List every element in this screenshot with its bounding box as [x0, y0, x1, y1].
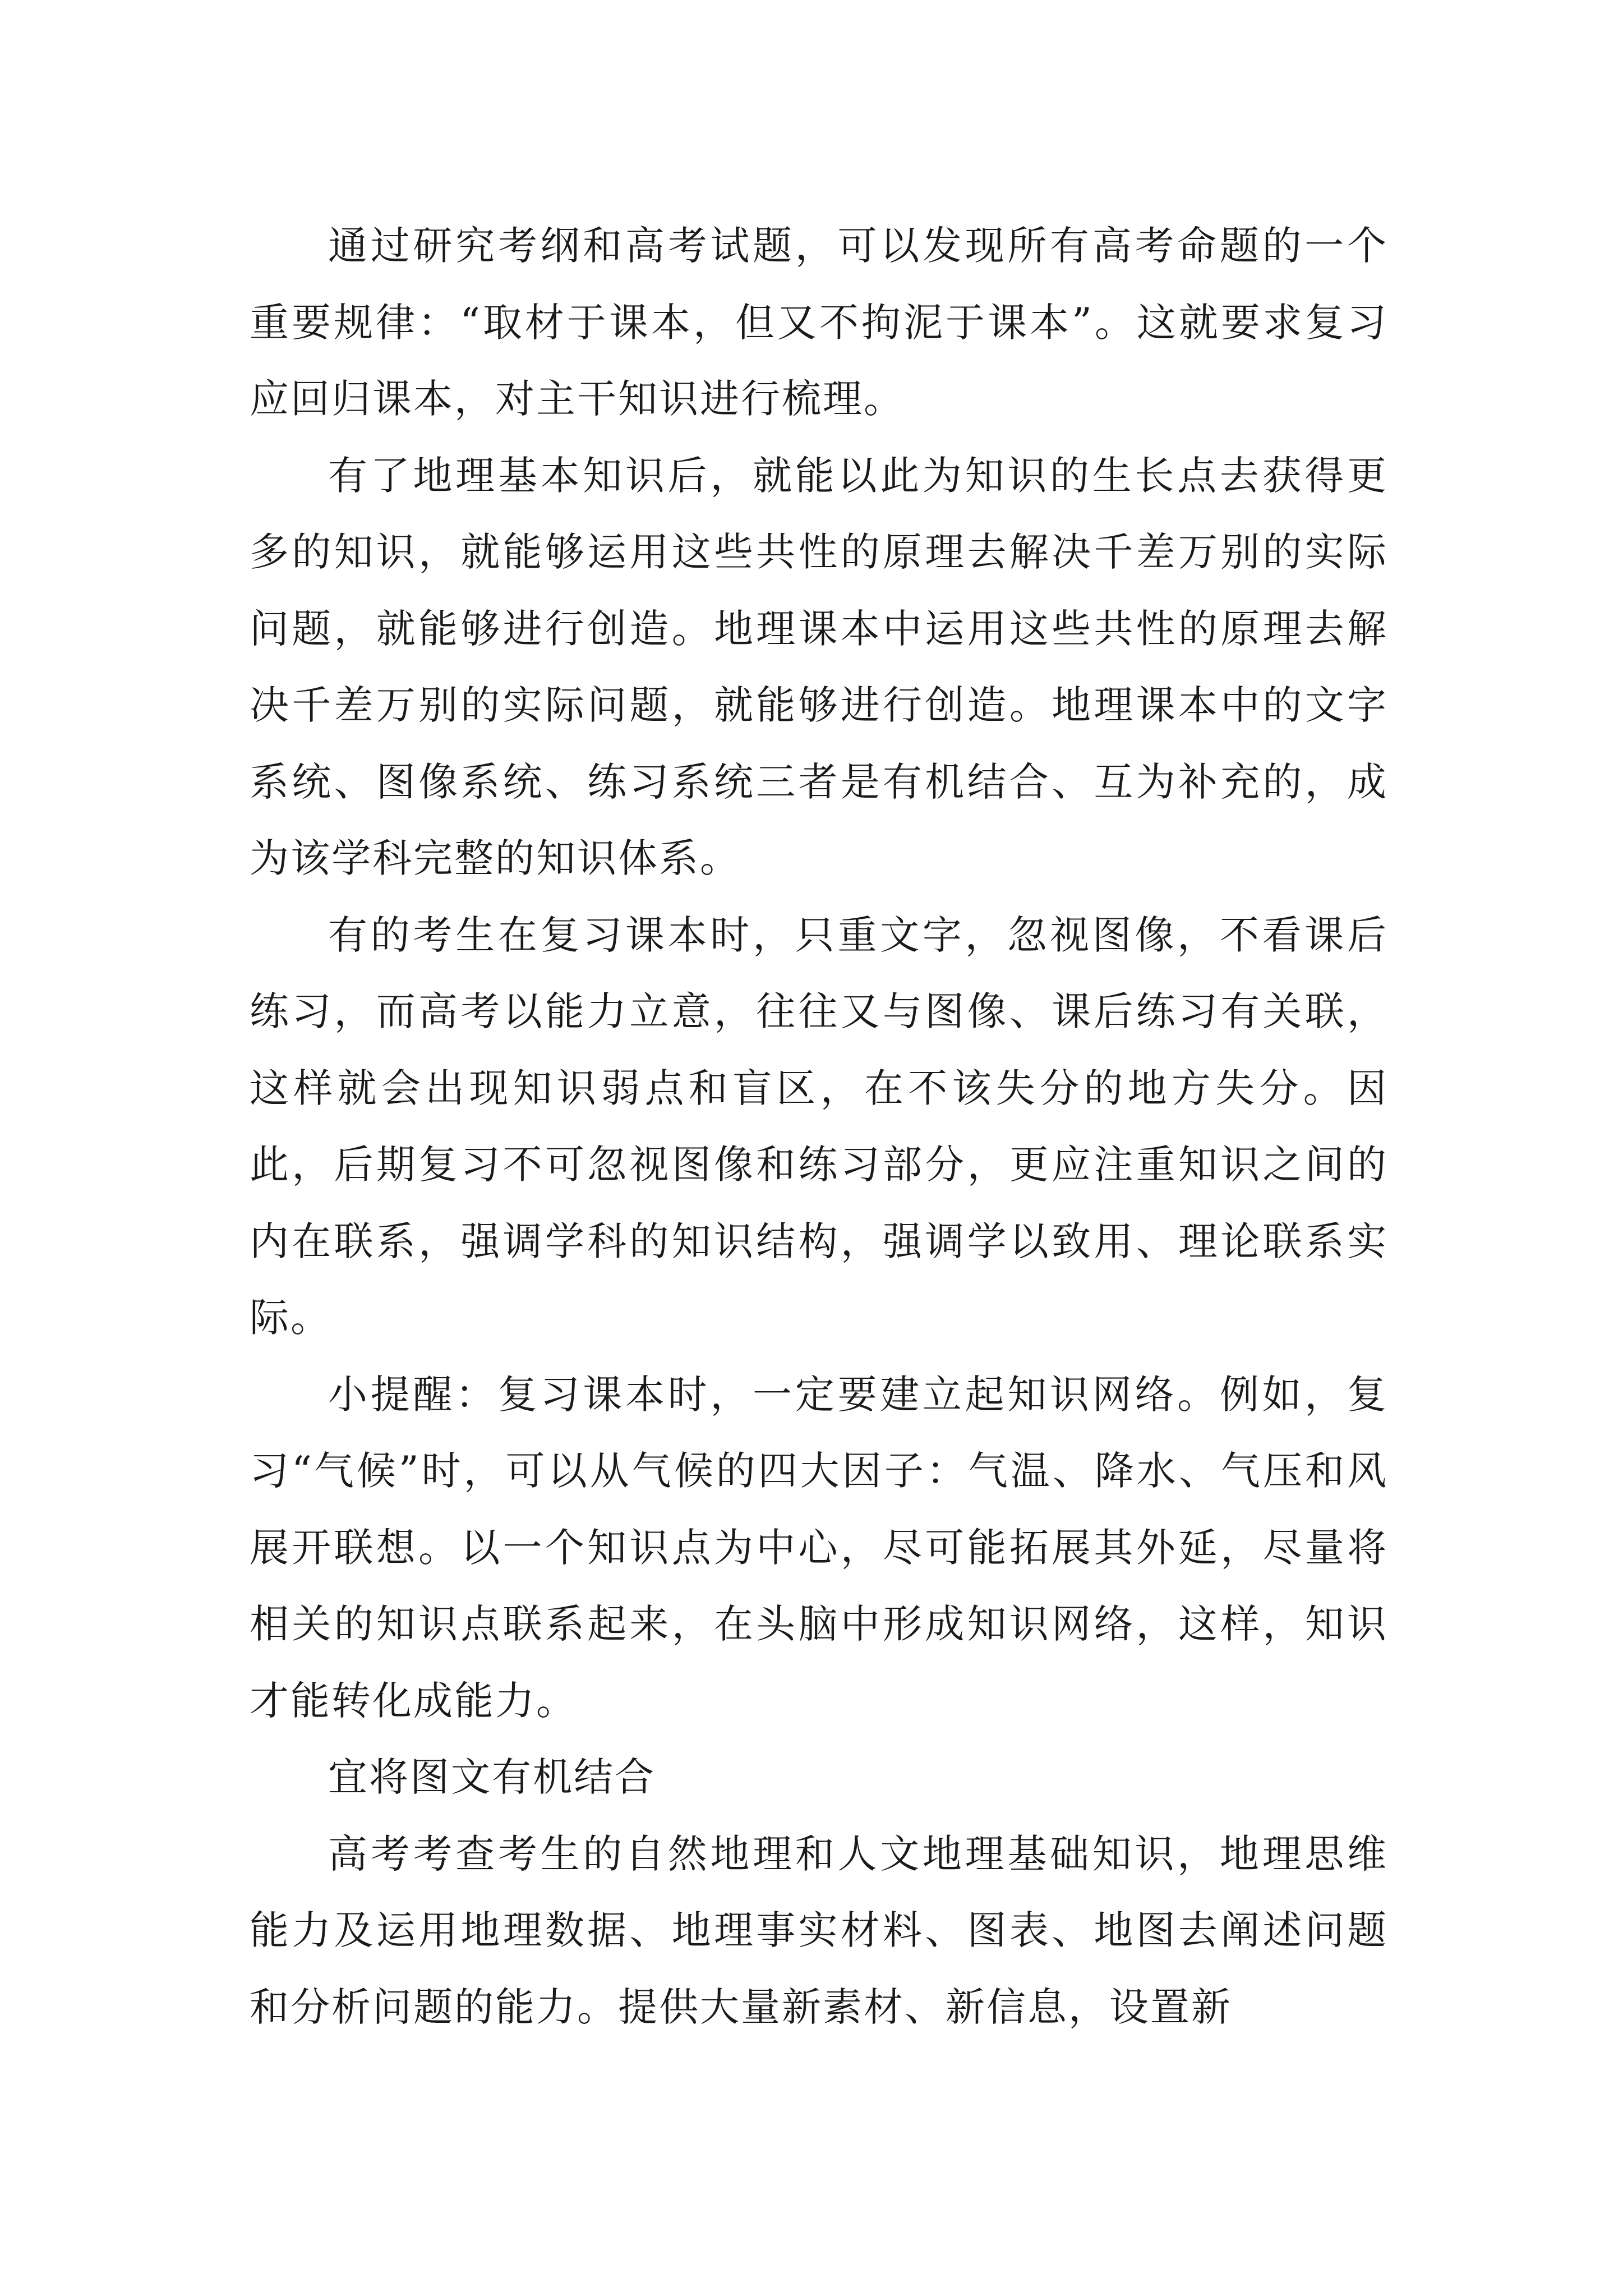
- paragraph-3: 有的考生在复习课本时，只重文字，忽视图像，不看课后练习，而高考以能力立意，往往又与图像、课后练习有关联，这样就会出现知识弱点和盲区，在不该失分的地方失分。因此，后期复习不可忽视图像和练习部分，更应注重知识之间的内在联系，强调学科的知识结构，强调学以致用、理论联系实际。: [250, 912, 1388, 1341]
- document-body: [250, 208, 1388, 2045]
- paragraph-2: 有了地理基本知识后，就能以此为知识的生长点去获得更多的知识，就能够运用这些共性的原理去解决千差万别的实际问题，就能够进行创造。地理课本中运用这些共性的原理去解决千差万别的实际问题，就能够进行创造。地理课本中的文字系统、图像系统、练习系统三者是有机结合、互为补充的，成为该学科完整的知识体系。: [250, 452, 1388, 881]
- section-heading: 宜将图文有机结合: [328, 1754, 656, 1800]
- paragraph-1: 通过研究考纲和高考试题，可以发现所有高考命题的一个重要规律：“取材于课本，但又不拘泥于课本”。这就要求复习应回归课本，对主干知识进行梳理。: [250, 223, 1388, 422]
- paragraph-4: 小提醒：复习课本时，一定要建立起知识网络。例如，复习“气候”时，可以从气候的四大因子：气温、降水、气压和风展开联想。以一个知识点为中心，尽可能拓展其外延，尽量将相关的知识点联系起来，在头脑中形成知识网络，这样，知识才能转化成能力。: [250, 1371, 1388, 1724]
- paragraph-5: 高考考查考生的自然地理和人文地理基础知识，地理思维能力及运用地理数据、地理事实材料、图表、地图去阐述问题和分析问题的能力。提供大量新素材、新信息，设置新: [250, 1830, 1388, 2030]
